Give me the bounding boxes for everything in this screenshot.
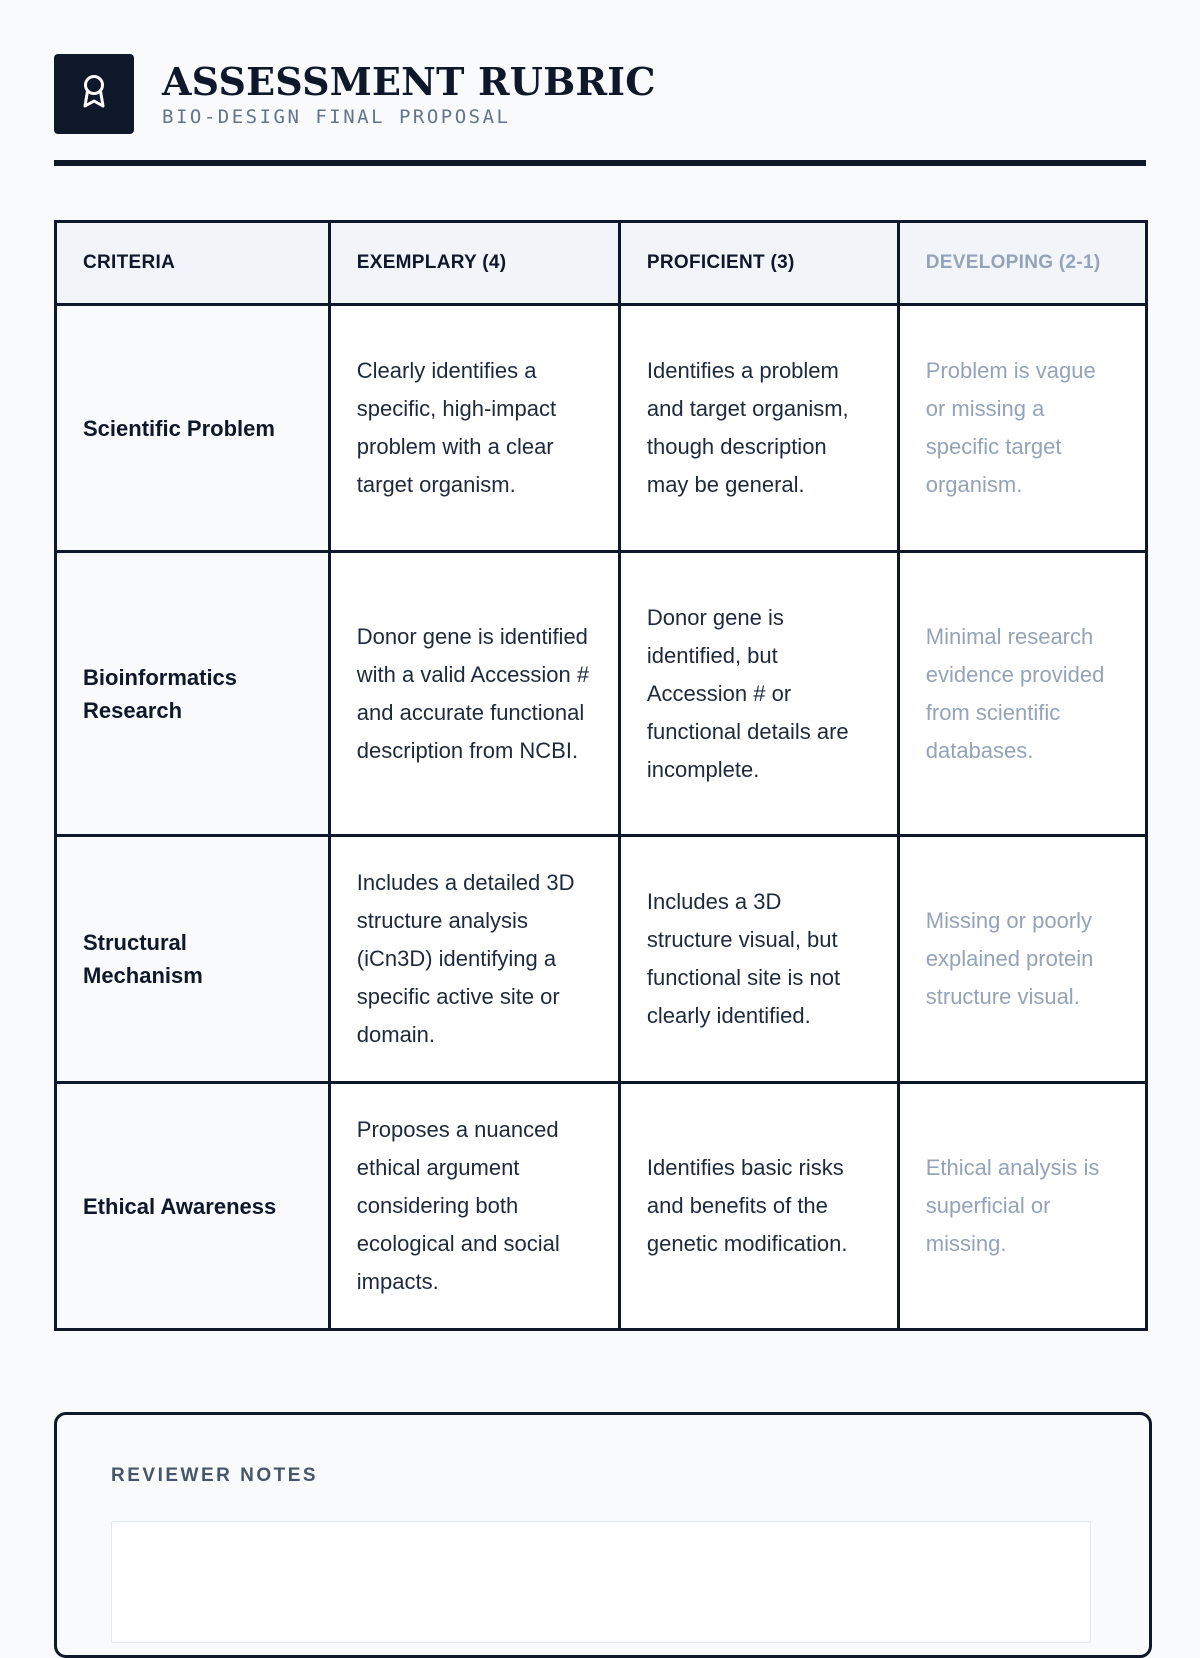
column-header-developing: DEVELOPING (2-1)	[898, 222, 1146, 305]
reviewer-notes-label: REVIEWER NOTES	[111, 1465, 319, 1486]
exemplary-cell: Proposes a nuanced ethical argument considering both ecological and social impacts.	[329, 1083, 619, 1330]
proficient-cell: Identifies a problem and target organism, though description may be general.	[619, 305, 898, 552]
logo	[54, 54, 134, 134]
exemplary-cell: Includes a detailed 3D structure analysis (iCn3D) identifying a specific active site or domain.	[329, 836, 619, 1083]
criteria-cell: Structural Mechanism	[56, 836, 330, 1083]
table-row	[56, 836, 1147, 1083]
developing-cell: Ethical analysis is superficial or missing.	[898, 1083, 1146, 1330]
column-header-exemplary: EXEMPLARY (4)	[329, 222, 619, 305]
developing-cell: Missing or poorly explained protein structure visual.	[898, 836, 1146, 1083]
criteria-cell: Scientific Problem	[56, 305, 330, 552]
table-row	[56, 1083, 1147, 1330]
header-divider	[54, 160, 1146, 166]
page-title: ASSESSMENT RUBRIC	[162, 59, 656, 104]
column-header-proficient: PROFICIENT (3)	[619, 222, 898, 305]
criteria-cell: Ethical Awareness	[56, 1083, 330, 1330]
page-header	[54, 54, 1146, 134]
rubric-table	[54, 220, 1148, 1331]
table-row	[56, 305, 1147, 552]
exemplary-cell: Clearly identifies a specific, high-impact problem with a clear target organism.	[329, 305, 619, 552]
proficient-cell: Donor gene is identified, but Accession # or functional details are incomplete.	[619, 552, 898, 836]
table-header-row	[56, 222, 1147, 305]
developing-cell: Problem is vague or missing a specific target organism.	[898, 305, 1146, 552]
criteria-cell: Bioinformatics Research	[56, 552, 330, 836]
reviewer-notes-input[interactable]	[111, 1521, 1091, 1643]
award-ribbon-icon	[77, 72, 111, 117]
exemplary-cell: Donor gene is identified with a valid Accession # and accurate functional description from NCBI.	[329, 552, 619, 836]
column-header-criteria: CRITERIA	[56, 222, 330, 305]
page-subtitle: BIO-DESIGN FINAL PROPOSAL	[162, 106, 511, 128]
reviewer-notes-panel	[54, 1412, 1152, 1658]
table-row	[56, 552, 1147, 836]
developing-cell: Minimal research evidence provided from scientific databases.	[898, 552, 1146, 836]
proficient-cell: Identifies basic risks and benefits of the genetic modification.	[619, 1083, 898, 1330]
proficient-cell: Includes a 3D structure visual, but functional site is not clearly identified.	[619, 836, 898, 1083]
